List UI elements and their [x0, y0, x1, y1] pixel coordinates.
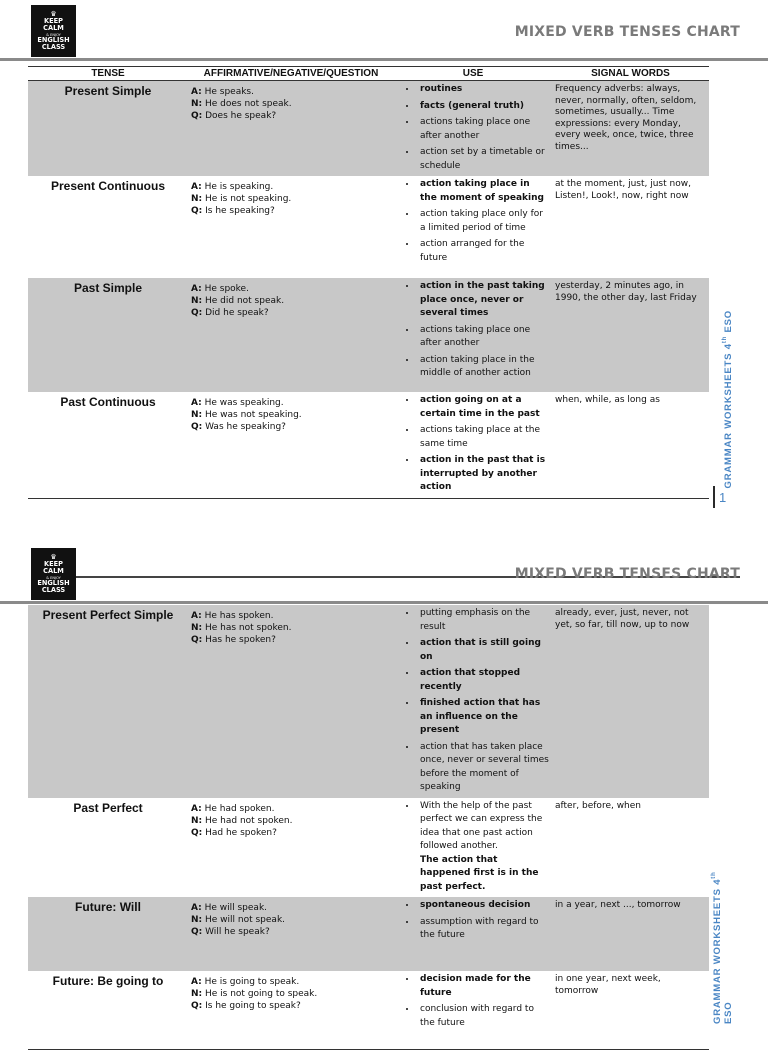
table-row [28, 971, 709, 1049]
table-row [28, 81, 709, 177]
form-line [191, 307, 391, 319]
form-example: He is going to speak. [201, 977, 300, 987]
header-tense: TENSE [28, 67, 188, 81]
form-example: He has spoken. [201, 611, 274, 621]
form-type-label: Q: [191, 111, 203, 121]
use-list [397, 899, 549, 943]
form-example: Did he speak? [202, 308, 269, 318]
form-type-label: A: [191, 611, 202, 621]
table-row [28, 392, 709, 498]
form-line [191, 803, 391, 815]
use-item: • finished action that has an influence on the present [417, 697, 549, 738]
logo-text-calm: CALM [43, 567, 64, 576]
tense-forms [188, 392, 394, 498]
form-example: He is speaking. [201, 182, 274, 192]
tense-name: Past Continuous [28, 392, 188, 498]
form-example: He is not speaking. [202, 194, 292, 204]
use-item: • action going on at a certain time in the past [417, 394, 549, 421]
form-type-label: N: [191, 915, 203, 925]
form-example: He does not speak. [202, 99, 292, 109]
side-label-grammar-worksheets: GRAMMAR WORKSHEETS 4th ESO [710, 871, 734, 1024]
form-line [191, 926, 391, 938]
keep-calm-logo [31, 548, 76, 600]
form-type-label: A: [191, 398, 202, 408]
form-line [191, 110, 391, 122]
logo-text-calm: CALM [43, 24, 64, 33]
tense-use [394, 605, 552, 798]
form-type-label: Q: [191, 422, 203, 432]
tense-use [394, 176, 552, 278]
header-divider [0, 601, 768, 604]
tense-forms [188, 605, 394, 798]
form-type-label: N: [191, 99, 203, 109]
logo-text-english: ENGLISH [37, 578, 70, 587]
use-item: • conclusion with regard to the future [417, 1003, 549, 1030]
form-example: He spoke. [201, 284, 249, 294]
use-list [397, 394, 549, 495]
form-example: He had spoken. [201, 803, 275, 814]
form-type-label: Q: [191, 927, 203, 937]
side-label-grammar-worksheets: GRAMMAR WORKSHEETS 4th ESO [721, 310, 734, 489]
use-item: • decision made for the future [417, 973, 549, 1000]
form-example: He will speak. [201, 903, 268, 913]
use-item: • action in the past taking place once, never or several times [417, 280, 549, 321]
tense-name: Present Simple [28, 81, 188, 177]
signal-words: in a year, next ..., tomorrow [552, 897, 709, 971]
form-line [191, 622, 391, 634]
form-line [191, 988, 391, 1000]
use-list [397, 607, 549, 795]
tense-name: Present Continuous [50, 179, 165, 193]
tense-name: Past Simple [28, 278, 188, 392]
form-line [191, 902, 391, 914]
worksheet-page-1 [0, 0, 768, 512]
use-item: • assumption with regard to the future [417, 916, 549, 943]
tense-name: Future: Be going to [28, 971, 188, 1049]
use-text: With the help of the past perfect we can express the idea that one past action followed another. [420, 800, 543, 851]
signal-words: in one year, next week, tomorrow [552, 971, 709, 1049]
use-item: • action taking place in the moment of speaking [417, 178, 549, 205]
use-item: • action that stopped recently [417, 667, 549, 694]
signal-words: Frequency adverbs: always, never, normally, often, seldom, sometimes, usually... Time expressions: every Monday, every week, once, twice, three times... [552, 81, 709, 177]
use-item: • action that is still going on [417, 637, 549, 664]
form-type-label: A: [191, 182, 202, 192]
page-title: MIXED VERB TENSES CHART [514, 24, 740, 40]
form-type-label: N: [191, 296, 203, 306]
form-line [191, 815, 391, 827]
tense-name: Present Perfect Simple [28, 605, 188, 798]
form-example: He speaks. [201, 87, 254, 97]
use-item: • action taking place only for a limited period of time [417, 208, 549, 235]
use-item: • actions taking place one after another [417, 116, 549, 143]
form-example: He was speaking. [201, 398, 284, 408]
form-example: He will not speak. [202, 915, 286, 925]
page-title: MIXED VERB TENSES CHART [514, 566, 740, 582]
use-item: • spontaneous decision [417, 899, 549, 913]
use-item: • action set by a timetable or schedule [417, 146, 549, 173]
use-list [397, 83, 549, 173]
tense-use [394, 971, 552, 1049]
form-type-label: A: [191, 87, 202, 97]
header-divider [0, 58, 768, 61]
form-example: Is he going to speak? [202, 1001, 301, 1011]
form-type-label: N: [191, 815, 203, 826]
use-item: • action in the past that is interrupted by another action [417, 454, 549, 495]
use-list [397, 178, 549, 265]
use-item: • facts (general truth) [417, 100, 549, 114]
form-type-label: A: [191, 803, 202, 814]
worksheet-page-2 [0, 542, 768, 1028]
form-type-label: N: [191, 410, 203, 420]
table-row [28, 897, 709, 971]
form-type-label: N: [191, 194, 203, 204]
tense-use [394, 81, 552, 177]
signal-words: yesterday, 2 minutes ago, in 1990, the other day, last Friday [552, 278, 709, 392]
signal-words: after, before, when [555, 800, 642, 811]
form-line [191, 421, 391, 433]
signal-words: already, ever, just, never, not yet, so far, till now, up to now [552, 605, 709, 798]
use-item [417, 800, 549, 895]
form-example: Does he speak? [202, 111, 277, 121]
signal-words: at the moment, just, just now, Listen!, Look!, now, right now [555, 179, 691, 201]
form-line [191, 283, 391, 295]
logo-text-keep: KEEP [44, 16, 63, 25]
form-example: Was he speaking? [202, 422, 286, 432]
keep-calm-logo [31, 5, 76, 57]
use-text-emphasis: The action that happened first is in the past perfect. [420, 854, 539, 892]
form-example: Is he speaking? [202, 206, 275, 216]
tense-name: Future: Will [28, 897, 188, 971]
tense-name: Past Perfect [73, 800, 143, 815]
use-item: • action arranged for the future [417, 238, 549, 265]
form-example: He has not spoken. [202, 623, 292, 633]
form-example: He did not speak. [202, 296, 285, 306]
form-type-label: Q: [191, 635, 203, 645]
form-line [191, 193, 391, 205]
form-type-label: N: [191, 623, 203, 633]
signal-words: when, while, as long as [552, 392, 709, 498]
form-line [191, 827, 391, 839]
use-item: • actions taking place one after another [417, 324, 549, 351]
form-example: Has he spoken? [202, 635, 276, 645]
header-signal-words: SIGNAL WORDS [552, 67, 709, 81]
form-line [191, 409, 391, 421]
form-example: Had he spoken? [202, 827, 277, 838]
tense-use [394, 278, 552, 392]
logo-text-enjoy: & ENJOY [46, 32, 61, 37]
form-line [191, 205, 391, 217]
table-header-row [28, 67, 709, 81]
tense-forms [188, 798, 394, 898]
form-line [191, 976, 391, 988]
crown-icon: ♛ [50, 552, 57, 561]
form-type-label: A: [191, 977, 202, 987]
logo-text-class: CLASS [41, 585, 66, 594]
header-use: USE [394, 67, 552, 81]
table-row [28, 605, 709, 798]
form-line [191, 181, 391, 193]
table-row [28, 798, 709, 898]
table-row [28, 176, 709, 278]
tense-forms [188, 897, 394, 971]
tense-forms [188, 278, 394, 392]
form-example: He was not speaking. [202, 410, 302, 420]
form-example: Will he speak? [202, 927, 270, 937]
use-item: • action that has taken place once, never or several times before the moment of speaking [417, 741, 549, 795]
logo-text-class: CLASS [41, 42, 66, 51]
logo-text-enjoy: & ENJOY [46, 575, 61, 580]
form-type-label: A: [191, 903, 202, 913]
use-list [397, 973, 549, 1030]
form-type-label: Q: [191, 1001, 203, 1011]
tense-forms [188, 176, 394, 278]
form-example: He had not spoken. [202, 815, 293, 826]
form-type-label: N: [191, 989, 203, 999]
tense-use [394, 392, 552, 498]
logo-text-english: ENGLISH [37, 35, 70, 44]
form-line [191, 86, 391, 98]
form-type-label: Q: [191, 308, 203, 318]
form-type-label: A: [191, 284, 202, 294]
tense-use [394, 798, 552, 898]
use-item: • routines [417, 83, 549, 97]
tenses-table-continued [28, 605, 709, 1050]
form-type-label: Q: [191, 206, 203, 216]
logo-text-keep: KEEP [44, 559, 63, 568]
form-line [191, 610, 391, 622]
form-line [191, 1000, 391, 1012]
tense-forms [188, 971, 394, 1049]
form-line [191, 397, 391, 409]
page-number-rule [713, 486, 715, 508]
use-list [397, 800, 549, 895]
header-forms: AFFIRMATIVE/NEGATIVE/QUESTION [188, 67, 394, 81]
crown-icon: ♛ [50, 9, 57, 18]
form-line [191, 98, 391, 110]
page-number: 1 [719, 490, 727, 505]
table-row [28, 278, 709, 392]
tenses-table [28, 66, 709, 499]
form-line [191, 295, 391, 307]
tense-use [394, 897, 552, 971]
form-line [191, 914, 391, 926]
use-list [397, 280, 549, 381]
use-item: • actions taking place at the same time [417, 424, 549, 451]
tense-forms [188, 81, 394, 177]
use-item: • action taking place in the middle of another action [417, 354, 549, 381]
form-example: He is not going to speak. [202, 989, 318, 999]
form-line [191, 634, 391, 646]
use-item: • putting emphasis on the result [417, 607, 549, 634]
form-type-label: Q: [191, 827, 203, 838]
